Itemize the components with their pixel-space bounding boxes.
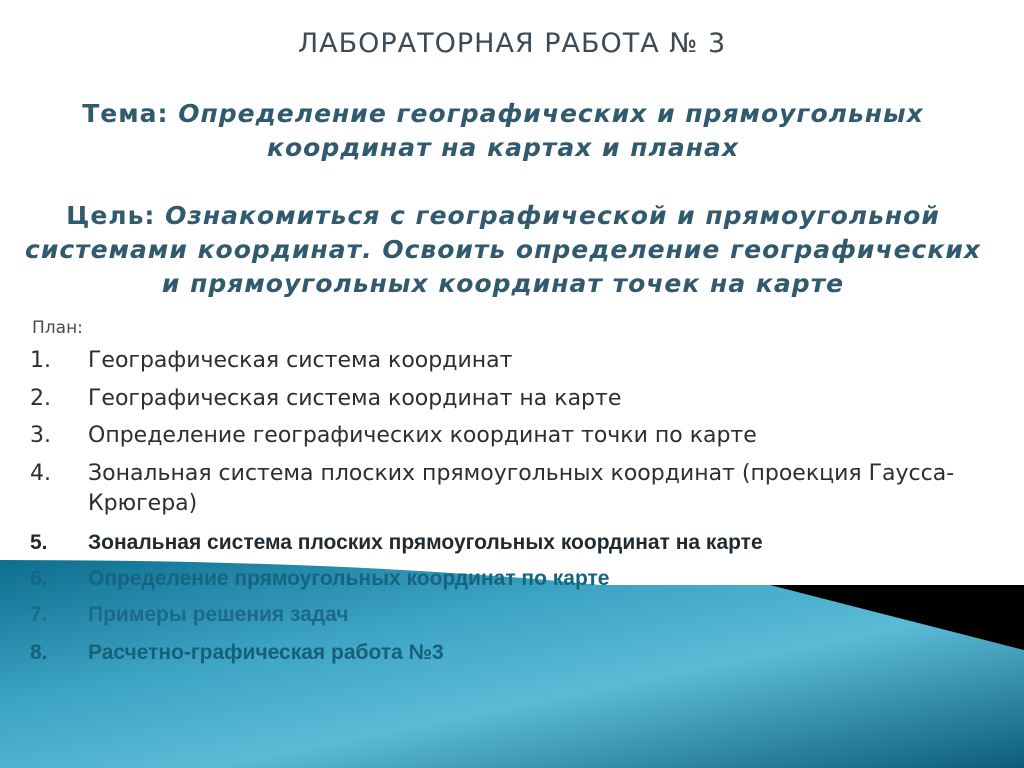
plan-label: План:: [32, 318, 83, 338]
list-item: [30, 638, 444, 668]
list-item-text: Определение географических координат точки по карте: [88, 423, 757, 448]
list-item-text: Зональная система плоских прямоугольных координат на карте: [88, 531, 763, 554]
list-item: [30, 346, 512, 376]
goal-text: Ознакомиться с географической и прямоугольной системами координат. Освоить определение географических и прямоугольных координат точек на карте: [25, 201, 981, 298]
topic-block: [18, 97, 988, 165]
slide-title: ЛАБОРАТОРНАЯ РАБОТА № 3: [297, 28, 727, 59]
list-item: [30, 459, 990, 519]
list-item-text: Зональная система плоских прямоугольных координат (проекция Гаусса-Крюгера): [88, 461, 955, 516]
list-item-number: 3.: [30, 423, 51, 448]
list-item: [30, 421, 757, 451]
list-item-number: 1.: [30, 348, 51, 373]
list-item: [30, 600, 349, 630]
list-item: [30, 528, 763, 558]
list-item-number: 5.: [30, 531, 48, 554]
list-item-number: 4.: [30, 461, 51, 486]
topic-label: Тема:: [82, 99, 169, 128]
list-item-text: Расчетно-графическая работа №3: [88, 641, 444, 664]
list-item-number: 8.: [30, 641, 48, 664]
goal-block: [18, 199, 988, 301]
list-item-number: 7.: [30, 603, 48, 626]
goal-label: Цель:: [66, 201, 156, 230]
list-item-text: Определение прямоугольных координат по карте: [88, 567, 610, 590]
topic-text: Определение географических и прямоугольных координат на картах и планах: [178, 99, 924, 162]
list-item-text: Примеры решения задач: [88, 603, 349, 626]
list-item: [30, 564, 609, 594]
list-item-number: 2.: [30, 386, 51, 411]
list-item-text: Географическая система координат: [88, 348, 513, 373]
list-item: [30, 384, 621, 414]
list-item-text: Географическая система координат на карте: [88, 386, 622, 411]
list-item-number: 6.: [30, 567, 48, 590]
